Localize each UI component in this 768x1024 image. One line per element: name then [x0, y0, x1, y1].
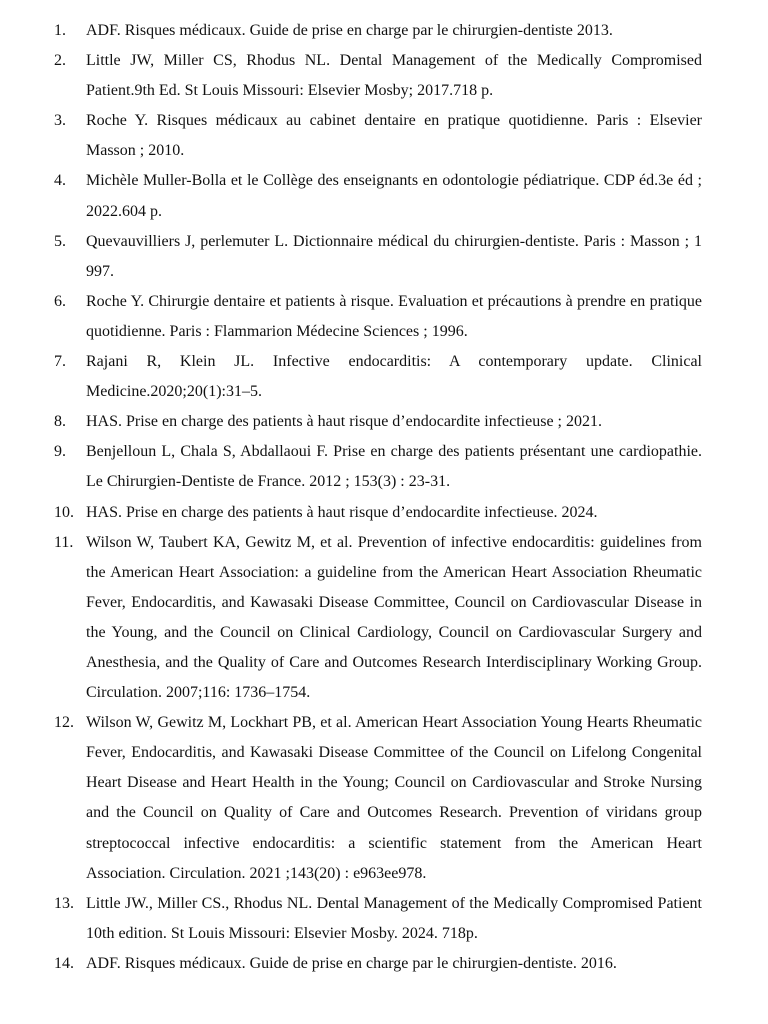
reference-text: Roche Y. Risques médicaux au cabinet dentaire en pratique quotidienne. Paris : Elsevier Masson ; 2010.: [86, 112, 702, 160]
reference-number: 5.: [54, 232, 66, 250]
reference-text: ADF. Risques médicaux. Guide de prise en charge par le chirurgien-dentiste. 2016.: [86, 954, 617, 972]
reference-text: Benjelloun L, Chala S, Abdallaoui F. Prise en charge des patients présentant une cardiopathie. Le Chirurgien-Dentiste de France. 2012 ; 153(3) : 23-31.: [86, 443, 702, 491]
reference-item: [54, 287, 702, 347]
reference-item: [54, 949, 702, 979]
reference-number: 11.: [54, 533, 74, 551]
reference-item: [54, 889, 702, 949]
reference-item: [54, 407, 702, 437]
reference-text: Quevauvilliers J, perlemuter L. Dictionnaire médical du chirurgien-dentiste. Paris : Masson ; 1 997.: [86, 232, 702, 280]
reference-number: 14.: [54, 954, 74, 972]
reference-text: Roche Y. Chirurgie dentaire et patients à risque. Evaluation et précautions à prendre en pratique quotidienne. Paris : Flammarion Médecine Sciences ; 1996.: [86, 292, 702, 340]
reference-number: 13.: [54, 894, 74, 912]
reference-text: Rajani R, Klein JL. Infective endocarditis: A contemporary update. Clinical Medicine.2020;20(1):31–5.: [86, 353, 702, 401]
reference-item: [54, 347, 702, 407]
reference-number: 9.: [54, 443, 66, 461]
reference-text: Little JW, Miller CS, Rhodus NL. Dental Management of the Medically Compromised Patient.9th Ed. St Louis Missouri: Elsevier Mosby; 2017.718 p.: [86, 52, 702, 100]
reference-number: 3.: [54, 112, 66, 130]
reference-item: [54, 437, 702, 497]
reference-item: [54, 106, 702, 166]
reference-item: [54, 708, 702, 889]
reference-item: [54, 227, 702, 287]
reference-text: Little JW., Miller CS., Rhodus NL. Dental Management of the Medically Compromised Patient 10th edition. St Louis Missouri: Elsevier Mosby. 2024. 718p.: [86, 894, 702, 942]
reference-list: [54, 16, 702, 979]
reference-item: [54, 166, 702, 226]
reference-number: 10.: [54, 503, 74, 521]
reference-item: [54, 16, 702, 46]
reference-number: 6.: [54, 292, 66, 310]
reference-number: 7.: [54, 353, 66, 371]
reference-text: HAS. Prise en charge des patients à haut risque d’endocardite infectieuse ; 2021.: [86, 413, 602, 431]
reference-number: 4.: [54, 172, 66, 190]
reference-item: [54, 498, 702, 528]
reference-number: 12.: [54, 714, 74, 732]
reference-item: [54, 46, 702, 106]
reference-text: Wilson W, Taubert KA, Gewitz M, et al. Prevention of infective endocarditis: guidelines from the American Heart Association: a guideline from the American Heart Association Rheumatic Fever, Endocarditis, and Kawasaki Disease Committee, Council on Cardiovascular Disease in the Young, and the Council on Clinical Cardiology, Council on Cardiovascular Surgery and Anesthesia, and the Quality of Care and Outcomes Research Interdisciplinary Working Group. Circulation. 2007;116: 1736–1754.: [86, 533, 702, 702]
reference-number: 2.: [54, 52, 66, 70]
reference-text: Michèle Muller-Bolla et le Collège des enseignants en odontologie pédiatrique. CDP éd.3e éd ; 2022.604 p.: [86, 172, 702, 220]
reference-item: [54, 528, 702, 709]
reference-number: 1.: [54, 22, 66, 39]
reference-number: 8.: [54, 413, 66, 431]
reference-text: HAS. Prise en charge des patients à haut risque d’endocardite infectieuse. 2024.: [86, 503, 598, 521]
reference-text: ADF. Risques médicaux. Guide de prise en charge par le chirurgien-dentiste 2013.: [86, 22, 613, 39]
reference-text: Wilson W, Gewitz M, Lockhart PB, et al. American Heart Association Young Hearts Rheumatic Fever, Endocarditis, and Kawasaki Disease Committee of the Council on Lifelong Congenital Heart Disease and Heart Health in the Young; Council on Cardiovascular and Stroke Nursing and the Council on Quality of Care and Outcomes Research. Prevention of viridans group streptococcal infective endocarditis: a scientific statement from the American Heart Association. Circulation. 2021 ;143(20) : e963ee978.: [86, 714, 702, 882]
